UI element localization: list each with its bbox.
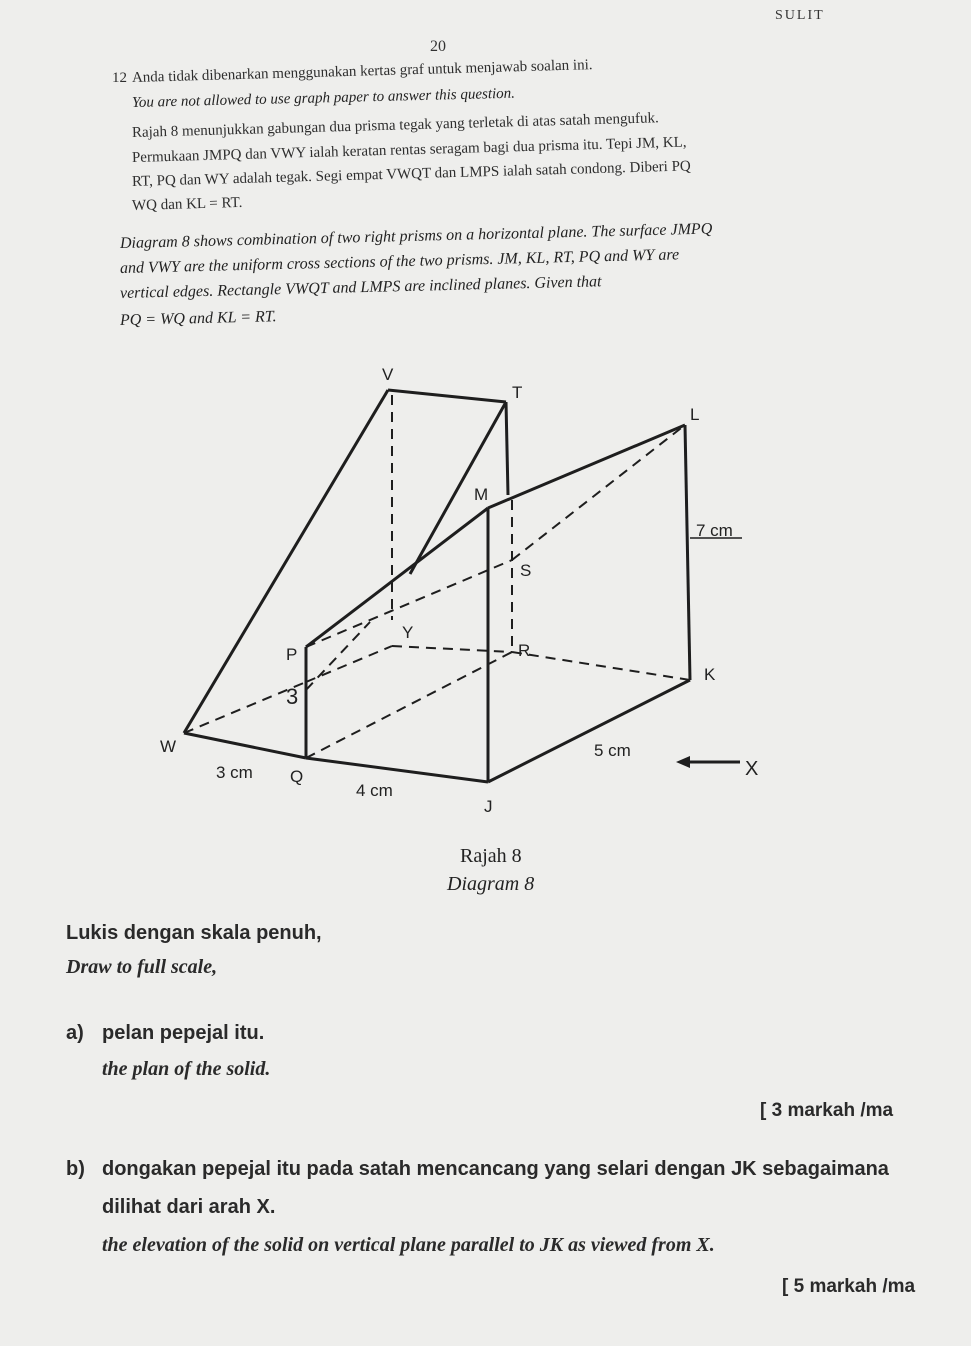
task-intro-malay: Lukis dengan skala penuh, (66, 922, 322, 944)
dimension-jk: 5 cm (594, 741, 631, 760)
hidden-edge-qr (306, 652, 512, 758)
handwritten-mark: 3 (286, 684, 299, 709)
label-m: M (474, 485, 489, 504)
edge-mp (306, 508, 488, 647)
question-text-ms-line: WQ dan KL = RT. (131, 194, 243, 214)
label-l: L (690, 405, 700, 424)
paper-code: SULIT (775, 8, 825, 23)
label-q: Q (290, 767, 304, 786)
question-text-en-line: Diagram 8 shows combination of two right prisms on a horizontal plane. The surface JMPQ (119, 220, 713, 252)
label-t: T (512, 383, 523, 402)
instruction-malay: Anda tidak dibenarkan menggunakan kertas graf untuk menjawab soalan ini. (131, 57, 593, 86)
dimension-wq: 3 cm (216, 763, 253, 782)
task-intro-english: Draw to full scale, (66, 956, 218, 978)
part-b-malay-line-2: dilihat dari arah X. (102, 1196, 276, 1218)
hidden-edge-pv (306, 622, 370, 690)
question-text-ms-line: Rajah 8 menunjukkan gabungan dua prisma tegak yang terletak di atas satah mengufuk. (131, 110, 659, 141)
question-text-en-line: PQ = WQ and KL = RT. (119, 308, 277, 329)
diagram-caption-malay: Rajah 8 (460, 845, 522, 867)
edge-qj (306, 758, 488, 782)
question-number: 12 (112, 70, 127, 86)
dimension-kl: 7 cm (696, 521, 733, 540)
part-a-malay: pelan pepejal itu. (102, 1022, 265, 1044)
edge-wq (184, 733, 306, 758)
label-w: W (160, 737, 177, 756)
part-a-label: a) (66, 1022, 84, 1044)
part-b-marks: [ 5 markah /ma (782, 1276, 916, 1297)
part-b-malay-line-1: dongakan pepejal itu pada satah mencancang yang selari dengan JK sebagaimana (102, 1158, 889, 1180)
part-a-english: the plan of the solid. (102, 1058, 271, 1080)
edge-t-slant (410, 402, 506, 574)
part-b-english: the elevation of the solid on vertical plane parallel to JK as viewed from X. (102, 1234, 715, 1256)
edge-vt (388, 390, 506, 402)
view-arrow (676, 756, 740, 768)
part-a-marks: [ 3 markah /ma (760, 1100, 894, 1121)
edge-tr-visible (506, 402, 508, 495)
label-j: J (484, 797, 493, 816)
label-k: K (704, 665, 716, 684)
page-number: 20 (430, 38, 446, 55)
edge-jk (488, 680, 690, 782)
label-v: V (382, 365, 394, 384)
diagram-caption-english: Diagram 8 (447, 873, 535, 895)
hidden-edge-yr (392, 646, 512, 652)
label-r: R (518, 641, 531, 660)
hidden-edge-rk (512, 652, 690, 680)
question-text-en-line: vertical edges. Rectangle VWQT and LMPS are inclined planes. Given that (119, 273, 602, 302)
question-text-ms-line: Permukaan JMPQ dan VWY ialah keratan rentas seragam bagi dua prisma itu. Tepi JM, KL, (131, 134, 687, 166)
question-text-en-line: and VWY are the uniform cross sections of the two prisms. JM, KL, RT, PQ and WY are (119, 246, 680, 277)
label-s: S (520, 561, 532, 580)
question-text-ms-line: RT, PQ dan WY adalah tegak. Segi empat VWQT dan LMPS ialah satah condong. Diberi PQ (131, 158, 691, 190)
label-y: Y (402, 623, 414, 642)
part-b-label: b) (66, 1158, 85, 1180)
label-view-direction: X (745, 758, 759, 780)
label-p: P (286, 645, 298, 664)
hidden-edge-sl (512, 425, 685, 560)
edge-wv (184, 390, 388, 733)
instruction-english: You are not allowed to use graph paper to answer this question. (131, 85, 516, 111)
dimension-qj: 4 cm (356, 781, 393, 800)
edge-lm (488, 425, 685, 508)
edge-kl (685, 425, 690, 680)
